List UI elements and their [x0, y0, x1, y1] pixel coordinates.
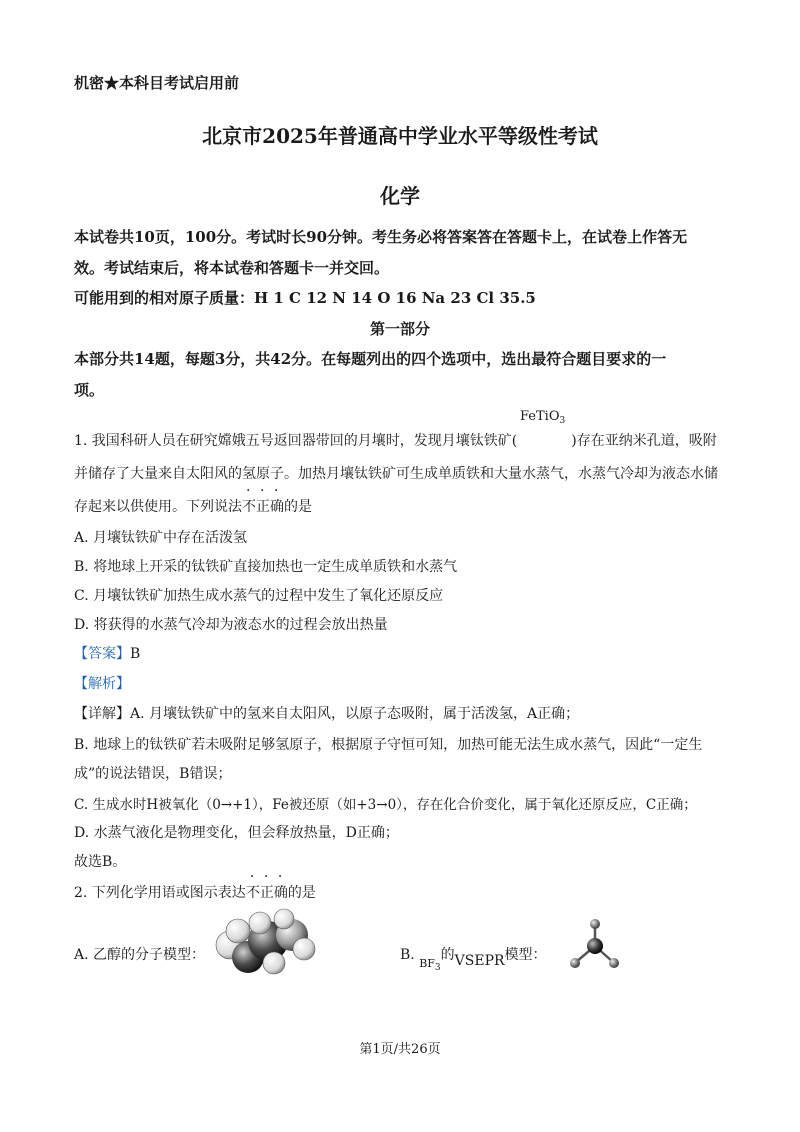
q2-stem-pre: 2. 下列化学用语或图示表达	[74, 885, 246, 901]
section-desc-1: 本部分共14题，每题3分，共42分。在每题列出的四个选项中，选出最符合题目要求的一	[74, 350, 667, 368]
exam-title: 北京市2025年普通高中学业水平等级性考试	[202, 124, 598, 148]
q1-stem-line-2: 并储存了大量来自太阳风的氢原子。加热月壤钛铁矿可生成单质铁和大量水蒸气，水蒸气冷却为液态水储	[74, 466, 718, 482]
q2-option-a: A. 乙醇的分子模型：	[74, 947, 206, 963]
q1-stem-b: )存在亚纳米孔道，吸附	[571, 433, 717, 449]
bf3-formula	[419, 957, 441, 973]
q1-detail-a	[74, 703, 579, 723]
q1-formula	[520, 409, 565, 426]
q1-answer	[74, 643, 140, 663]
bf3-ball-stick-model	[566, 916, 622, 972]
section-desc-2: 项。	[74, 381, 105, 399]
q1-conclusion: 故选B。	[74, 854, 127, 870]
q2-option-b-de: 的	[440, 947, 455, 963]
emphasis-char-1: 不	[242, 499, 256, 515]
q1-stem-a: 1. 我国科研人员在研究嫦娥五号返回器带回的月壤时，发现月壤钛铁矿(	[74, 433, 518, 449]
analysis-tag: 【解析】	[74, 676, 130, 692]
section-title: 第一部分	[369, 320, 430, 338]
confidential-mark: 机密★本科目考试启用前	[74, 74, 240, 92]
q2-option-b	[400, 944, 547, 973]
q2-option-b-suffix: 模型：	[504, 947, 547, 963]
emphasis-char-5: 正	[259, 885, 274, 901]
q2-stem-post: 的是	[287, 885, 316, 901]
emphasis-char-3: 确	[270, 499, 284, 515]
q1-detail-c: C. 生成水时H被氧化（0→+1），Fe被还原（如+3→0），存在化合价变化，属于氧化还原反应，C正确；	[74, 797, 697, 813]
q1-option-a: A. 月壤钛铁矿中存在活泼氢	[74, 530, 248, 546]
answer-tag: 【答案】	[74, 646, 130, 662]
q1-detail-b-1: B. 地球上的钛铁矿若未吸附足够氢原子，根据原子守恒可知，加热可能无法生成水蒸气，因此“一定生	[74, 737, 703, 753]
detail-a-text: A. 月壤钛铁矿中的氢来自太阳风，以原子态吸附，属于活泼氢，A正确；	[130, 706, 580, 722]
q1-stem3-pre: 存起来以供使用。下列说法	[74, 499, 242, 515]
q1-option-c: C. 月壤钛铁矿加热生成水蒸气的过程中发生了氧化还原反应	[74, 588, 444, 604]
q1-option-d: D. 将获得的水蒸气冷却为液态水的过程会放出热量	[74, 617, 388, 633]
ethanol-space-filling-model	[208, 905, 328, 977]
page-number: 第1页/共26页	[359, 1042, 441, 1057]
q1-stem3-post: 的是	[284, 499, 312, 515]
q1-detail-d: D. 水蒸气液化是物理变化，但会释放热量，D正确；	[74, 825, 399, 841]
answer-value: B	[130, 646, 141, 662]
vsepr-label: VSEPR	[454, 953, 505, 969]
instructions-line-1: 本试卷共10页，100分。考试时长90分钟。考生务必将答案答在答题卡上，在试卷上作答无	[74, 228, 688, 246]
q1-formula-text: FeTiO	[520, 409, 560, 424]
bf3-sub: 3	[434, 963, 441, 973]
atomic-mass-line: 可能用到的相对原子质量：H 1 C 12 N 14 O 16 Na 23 Cl 35.5	[74, 289, 536, 307]
bf3-text: BF	[419, 957, 435, 970]
emphasis-char-4: 不	[245, 885, 260, 901]
q1-stem-line-1	[74, 430, 717, 450]
detail-tag: 【详解】	[74, 706, 130, 722]
q1-detail-b-2: 成”的说法错误，B错误；	[74, 766, 232, 782]
q1-formula-sub: 3	[559, 416, 566, 426]
emphasis-char-6: 确	[273, 885, 288, 901]
q1-option-b: B. 将地球上开采的钛铁矿直接加热也一定生成单质铁和水蒸气	[74, 559, 458, 575]
q2-option-b-prefix: B.	[400, 947, 415, 963]
q1-stem-line-3	[74, 496, 312, 516]
instructions-line-2: 效。考试结束后，将本试卷和答题卡一并交回。	[74, 259, 390, 277]
emphasis-char-2: 正	[256, 499, 270, 515]
subject-title: 化学	[380, 184, 420, 208]
q2-stem	[74, 882, 316, 902]
